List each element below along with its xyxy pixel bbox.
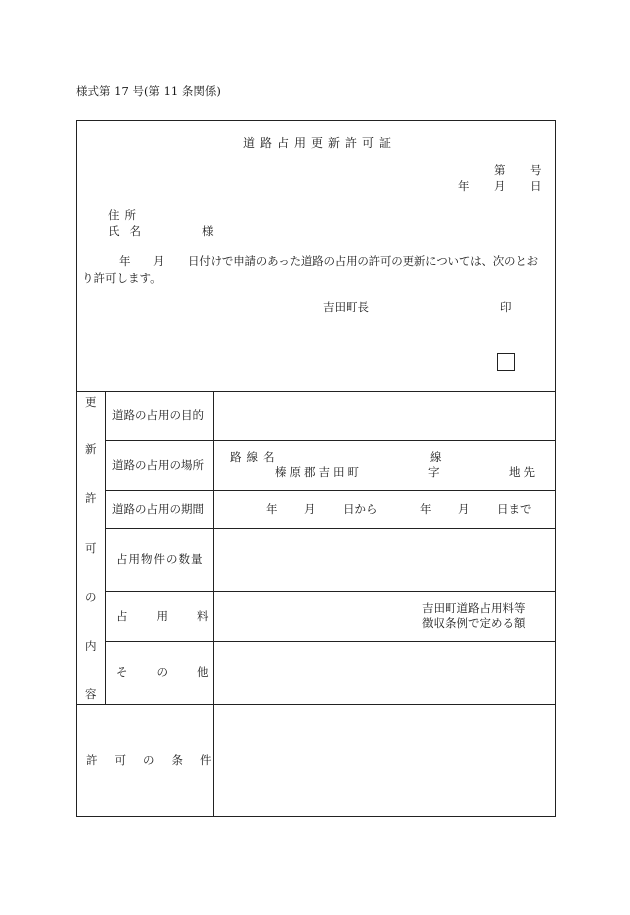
fee-value-line1: 吉田町道路占用料等 [422, 601, 526, 615]
period-from-day: 日から [343, 502, 378, 516]
issuer-title: 吉田町長 [323, 300, 369, 314]
purpose-label: 道路の占用の目的 [112, 408, 204, 422]
doc-number-dai: 第 [494, 163, 506, 177]
date-month: 月 [494, 179, 506, 193]
period-from-year: 年 [266, 502, 278, 516]
body-text-line2: り許可します。 [82, 271, 162, 285]
fee-value-line2: 徴収条例で定める額 [422, 616, 526, 630]
header-col-line [105, 391, 106, 704]
row-line-3 [105, 528, 556, 529]
period-label: 道路の占用の期間 [112, 502, 204, 516]
vertical-header-char: 容 [85, 687, 97, 701]
form-number: 様式第 17 号(第 11 条関係) [76, 84, 221, 98]
vertical-header-char: 更 [85, 395, 97, 409]
location-town: 榛原郡吉田町 [275, 465, 362, 479]
name-label: 氏名 [108, 224, 151, 238]
conditions-label: 許可の条件 [86, 753, 229, 767]
fee-label: 占用料 [116, 609, 238, 623]
row-line-5 [105, 641, 556, 642]
other-label: その他 [116, 665, 238, 679]
vertical-header-char: 許 [85, 491, 97, 505]
period-from-month: 月 [304, 502, 316, 516]
body-year: 年 [119, 254, 131, 268]
conditions-top-line [76, 704, 556, 705]
doc-number-gou: 号 [530, 163, 542, 177]
honorific-sama: 様 [202, 224, 214, 238]
period-to-month: 月 [458, 502, 470, 516]
period-to-year: 年 [420, 502, 432, 516]
address-label: 住所 [108, 208, 141, 222]
document-title: 道路占用更新許可証 [243, 136, 397, 150]
vertical-header-char: 可 [85, 541, 97, 555]
location-label: 道路の占用の場所 [112, 458, 204, 472]
seal-mark: 印 [500, 300, 512, 314]
location-chisaki: 地先 [509, 465, 538, 479]
period-to-day: 日まで [497, 502, 532, 516]
vertical-header-char: 新 [85, 442, 97, 456]
location-aza: 字 [428, 465, 440, 479]
table-top-line [76, 391, 556, 392]
row-line-4 [105, 591, 556, 592]
route-name-label: 路線名 [230, 450, 280, 464]
vertical-header-char: の [85, 590, 97, 604]
date-day: 日 [530, 179, 542, 193]
body-month: 月 [153, 254, 165, 268]
body-text-line1: 日付けで申請のあった道路の占用の許可の更新については、次のとお [188, 254, 538, 268]
row-line-1 [105, 440, 556, 441]
route-line-suffix: 線 [430, 450, 442, 464]
stamp-checkbox [497, 353, 515, 371]
quantity-label: 占用物件の数量 [116, 552, 204, 566]
row-line-2 [105, 490, 556, 491]
vertical-header-char: 内 [85, 639, 97, 653]
date-year: 年 [458, 179, 470, 193]
